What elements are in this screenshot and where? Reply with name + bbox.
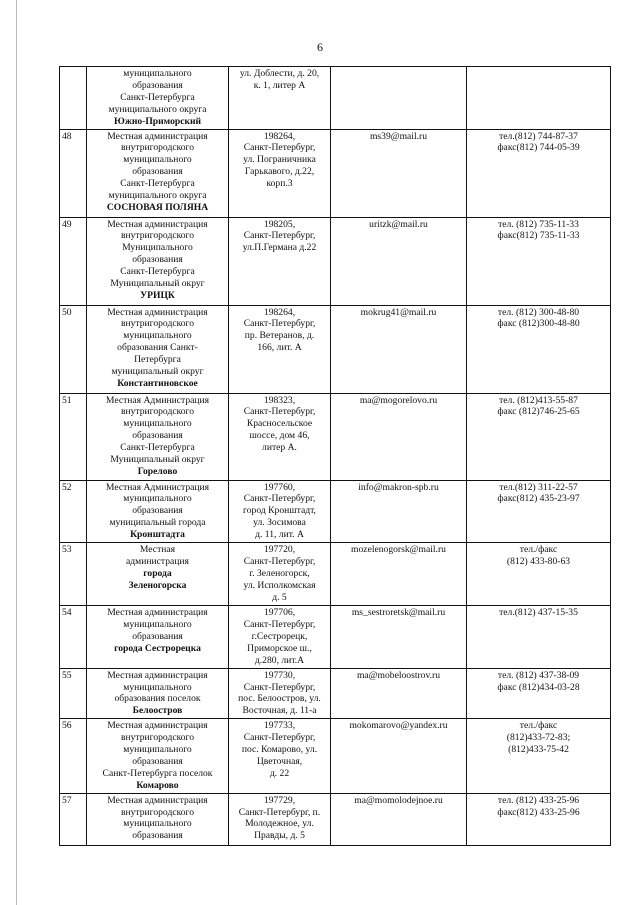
organization-name-line: внутригородского [120,732,195,744]
address-line: Гарькавого, д.22, [244,166,315,178]
row-number: 50 [60,305,87,393]
email-address: ma@mogorelovo.ru [331,393,467,480]
phone-line: факс (812)746-25-65 [497,406,580,418]
address-line: 197760, [263,481,296,493]
address-line: ул. Зосимова [253,517,306,529]
email-address: ma@momolodejnoe.ru [331,793,467,845]
table-row [60,129,611,217]
organization-name-line: образования [132,505,183,517]
table-row [60,393,611,480]
address-line: Приморское ш., [247,642,312,654]
table-row [60,793,611,845]
organization-name-line: внутригородского [120,806,195,818]
organization-name-line: муниципального [123,681,192,693]
organization-name-line: муниципального [123,618,192,630]
organization-name [87,217,229,305]
address-line: литер А. [262,442,297,454]
address-line: Молодежное, ул. [245,818,314,830]
organization-name [87,67,229,130]
phone-fax [467,67,611,130]
organization-name-line: муниципального [123,493,192,505]
table-row [60,668,611,719]
address-line: Восточная, д. 11-а [242,705,317,717]
organization-name-line: муниципального [123,154,192,166]
email-address: info@makron-spb.ru [331,480,467,543]
address-line: 197720, [263,544,296,556]
organization-name-line: образования [132,830,183,842]
page-number: 6 [317,40,323,54]
organization-name-line: муниципального [123,744,192,756]
organization-name-line: Местная администрация [107,794,208,806]
address-line: д.280, лит.А [254,654,305,666]
phone-line: (812)433-75-42 [508,744,569,756]
postal-address [229,67,331,130]
organization-name [87,129,229,217]
phone-fax [467,305,611,393]
organization-name-line: муниципального округа [108,103,207,115]
organization-name-line: образования [132,630,183,642]
address-line: 197733, [263,720,296,732]
table-row [60,606,611,669]
organization-name-line: муниципальный города [109,517,206,529]
organization-name-line: внутригородского [120,142,195,154]
row-number: 56 [60,719,87,793]
organization-name [87,543,229,606]
phone-line: (812)433-72-83; [506,732,571,744]
organization-name-line: Санкт-Петербурга [120,266,195,278]
address-line: Санкт-Петербург, [243,318,316,330]
address-line: 198264, [263,306,296,318]
municipality-name: города Сестрорецка [114,642,201,654]
organization-name-line: Санкт-Петербурга [120,442,195,454]
organization-name-line: внутригородского [120,406,195,418]
phone-line: факс(812) 433-25-96 [497,806,580,818]
phone-line: факс(812) 735-11-33 [497,230,580,242]
municipality-name: города [143,567,172,579]
phone-line: тел./факс [519,720,558,732]
address-line: Санкт-Петербург, [243,493,316,505]
row-number: 57 [60,793,87,845]
address-line: пос. Белоостров, ул. [238,693,321,705]
phone-line: тел. (812)413-55-87 [499,394,578,406]
address-line: д. 22 [269,767,290,779]
address-line: Красносельское [246,418,313,430]
scan-edge-line [16,0,17,905]
table-body [60,67,611,846]
organization-name [87,719,229,793]
organization-name-line: Местная Администрация [105,481,210,493]
email-address: mozelenogorsk@mail.ru [331,543,467,606]
municipality-name: УРИЦК [140,289,175,301]
organization-name-line: муниципального округа [108,190,207,202]
phone-line: тел. (812) 300-48-80 [497,306,580,318]
address-line: Санкт-Петербург, [243,406,316,418]
organization-name-line: образования [132,755,183,767]
postal-address [229,668,331,719]
phone-fax [467,480,611,543]
address-line: 197706, [263,607,296,619]
organization-name-line: муниципальный округ [111,366,204,378]
address-line: шоссе, дом 46, [249,430,310,442]
address-line: пр. Ветеранов, д. [244,330,315,342]
email-address: mokrug41@mail.ru [331,305,467,393]
organization-name-line: Петербурга [134,354,181,366]
address-line: Цветочная, [256,755,303,767]
municipality-name: Горелово [137,465,178,477]
organization-name-line: внутригородского [120,318,195,330]
organization-name-line: муниципального [123,418,192,430]
postal-address [229,393,331,480]
row-number: 49 [60,217,87,305]
address-line: 198264, [263,130,296,142]
postal-address [229,543,331,606]
municipality-name: Комарово [136,779,179,791]
address-line: Санкт-Петербург, [243,618,316,630]
address-line: 198323, [263,394,296,406]
postal-address [229,305,331,393]
organization-name-line: Местная администрация [107,669,208,681]
organization-name [87,393,229,480]
postal-address [229,480,331,543]
address-line: пос. Комарово, ул. [241,744,318,756]
organization-name-line: Местная администрация [107,306,208,318]
row-number [60,67,87,130]
row-number: 51 [60,393,87,480]
phone-line: тел.(812) 437-15-35 [499,607,578,619]
postal-address [229,719,331,793]
address-line: город Кронштадт, [243,505,316,517]
table-row [60,305,611,393]
address-line: г.Сестрорецк, [251,630,308,642]
organization-name-line: Санкт-Петербурга [120,91,195,103]
postal-address [229,129,331,217]
organization-name [87,606,229,669]
address-line: ул. Исполкомская [243,579,316,591]
municipality-name: Кронштадта [130,529,185,541]
phone-fax [467,543,611,606]
municipality-name: Южно-Приморский [113,115,202,127]
municipality-name: Зеленогорска [128,579,187,591]
table-row [60,217,611,305]
email-address: uritzk@mail.ru [331,217,467,305]
row-number: 54 [60,606,87,669]
address-line: Санкт-Петербург, [243,732,316,744]
organization-name-line: образования [132,79,183,91]
address-line: Санкт-Петербург, [243,142,316,154]
email-address: ms_sestroretsk@mail.ru [331,606,467,669]
phone-line: факс(812) 435-23-97 [497,493,580,505]
organization-name-line: Местная Администрация [105,394,210,406]
phone-line: факс(812) 744-05-39 [497,142,580,154]
phone-line: (812) 433-80-63 [506,555,571,567]
table-row [60,480,611,543]
address-line: корп.3 [266,178,293,190]
municipality-name: Константиновское [117,377,198,389]
organization-name-line: муниципального [123,68,192,79]
organization-name-line: Местная [139,544,176,556]
phone-fax [467,129,611,217]
municipality-name: СОСНОВАЯ ПОЛЯНА [106,201,209,213]
phone-line: факс (812)434-03-28 [497,681,580,693]
email-address: mokomarovo@yandex.ru [331,719,467,793]
organization-name-line: Местная администрация [107,130,208,142]
organization-name-line: Санкт-Петербурга поселок [102,767,213,779]
phone-fax [467,217,611,305]
address-line: 197729, [263,794,296,806]
phone-line: тел. (812) 433-25-96 [497,794,580,806]
organization-name [87,480,229,543]
phone-line: факс (812)300-48-80 [497,318,580,330]
address-line: к. 1, литер А [253,79,306,91]
organization-name-line: администрация [126,555,189,567]
email-address: ms39@mail.ru [331,129,467,217]
organization-name [87,668,229,719]
organization-name [87,793,229,845]
phone-line: тел. (812) 437-38-09 [497,669,580,681]
address-line: Санкт-Петербург, [243,681,316,693]
organization-name-line: муниципального [123,818,192,830]
administration-directory-table [59,66,611,846]
organization-name-line: Местная администрация [107,607,208,619]
email-address: ma@mobeloostrov.ru [331,668,467,719]
address-line: ул. Пограничника [243,154,316,166]
table-row [60,67,611,130]
address-line: д. 11, лит. А [255,529,304,541]
municipality-name: Белоостров [132,705,183,717]
address-line: ул.П.Германа д.22 [242,242,317,254]
phone-line: тел.(812) 311-22-57 [499,481,578,493]
phone-line: тел.(812) 744-87-37 [499,130,578,142]
phone-fax [467,793,611,845]
phone-fax [467,668,611,719]
phone-fax [467,719,611,793]
phone-line: тел. (812) 735-11-33 [498,218,579,230]
postal-address [229,606,331,669]
postal-address [229,217,331,305]
address-line: Санкт-Петербург, [243,230,316,242]
organization-name-line: образования [132,254,183,266]
organization-name-line: Санкт-Петербурга [120,178,195,190]
organization-name-line: образования [132,166,183,178]
address-line: г. Зеленогорск, [249,567,310,579]
organization-name-line: образования поселок [114,693,201,705]
organization-name-line: муниципального [123,330,192,342]
organization-name-line: образования [132,430,183,442]
address-line: д. 5 [272,591,287,603]
postal-address [229,793,331,845]
row-number: 55 [60,668,87,719]
organization-name [87,305,229,393]
address-line: Санкт-Петербург, [243,555,316,567]
address-line: Санкт-Петербург, п. [238,806,321,818]
organization-name-line: образования Санкт- [117,342,198,354]
row-number: 53 [60,543,87,606]
address-line: Правды, д. 5 [254,830,305,842]
organization-name-line: Муниципальный округ [110,454,205,466]
table-row [60,719,611,793]
phone-fax [467,393,611,480]
address-line: 198205, [263,218,296,230]
row-number: 52 [60,480,87,543]
phone-fax [467,606,611,669]
address-line: ул. Доблести, д. 20, [239,68,320,79]
phone-line: тел./факс [519,544,558,556]
email-address [331,67,467,130]
organization-name-line: Местная администрация [107,218,208,230]
address-line: 166, лит. А [257,342,302,354]
table-row [60,543,611,606]
organization-name-line: Местная администрация [107,720,208,732]
organization-name-line: Муниципального [122,242,193,254]
row-number: 48 [60,129,87,217]
organization-name-line: Муниципальный округ [110,278,205,290]
organization-name-line: внутригородского [120,230,195,242]
address-line: 197730, [263,669,296,681]
